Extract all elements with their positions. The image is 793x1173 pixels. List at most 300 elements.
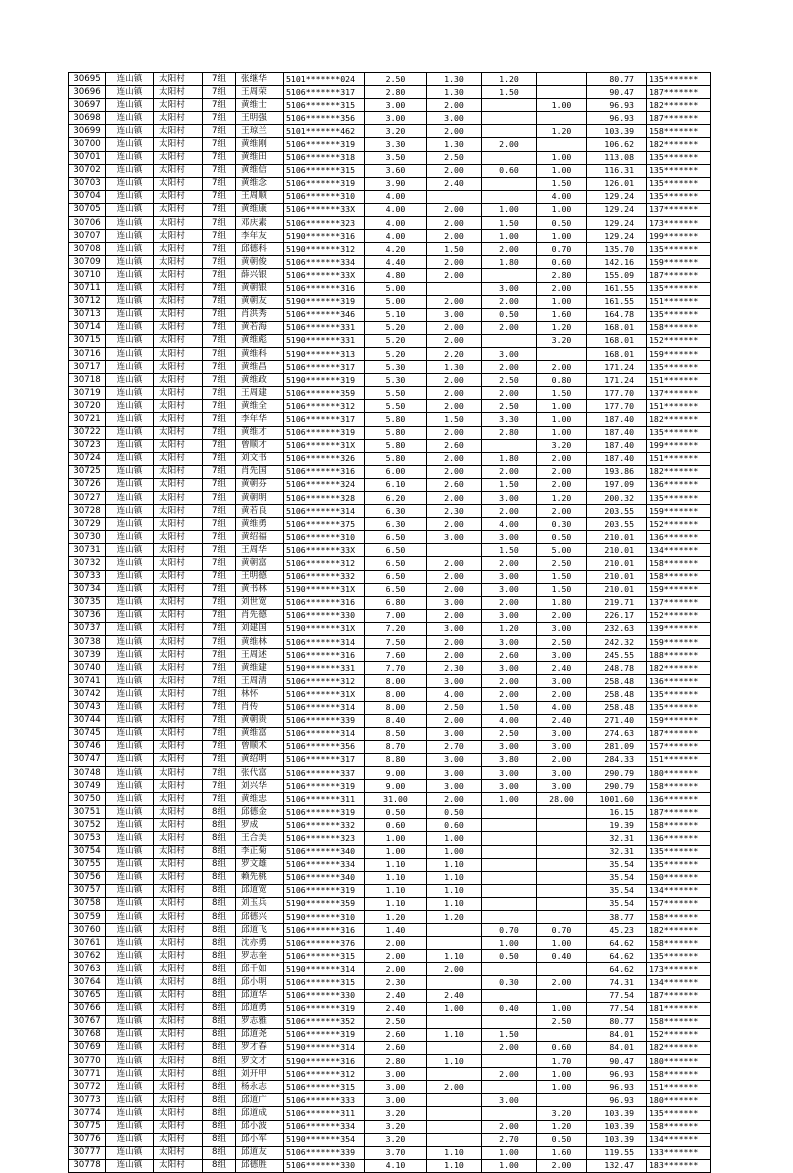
- cell-area-b: [482, 1055, 537, 1068]
- cell-group: 7组: [203, 138, 236, 151]
- cell-area-c: 1.00: [537, 230, 587, 243]
- cell-name: 刘开甲: [236, 1068, 284, 1081]
- cell-area-a: 2.00: [427, 256, 482, 269]
- cell-name: 邱德胜: [236, 1159, 284, 1172]
- cell-phone: 136*******: [647, 793, 711, 806]
- cell-area-c: [537, 897, 587, 910]
- cell-area-a: 2.60: [427, 439, 482, 452]
- cell-village: 太阳村: [154, 740, 203, 753]
- cell-area-total: 6.30: [365, 518, 427, 531]
- table-row: [69, 675, 711, 688]
- cell-name: 黄若海: [236, 321, 284, 334]
- table-row: [69, 203, 711, 216]
- cell-area-total: 2.00: [365, 950, 427, 963]
- cell-area-a: 3.00: [427, 753, 482, 766]
- cell-group: 7组: [203, 308, 236, 321]
- cell-group: 7组: [203, 217, 236, 230]
- cell-name: 张继华: [236, 73, 284, 86]
- table-row: [69, 740, 711, 753]
- table-row: [69, 361, 711, 374]
- cell-village: 太阳村: [154, 950, 203, 963]
- cell-village: 太阳村: [154, 334, 203, 347]
- cell-town: 连山镇: [106, 125, 154, 138]
- cell-phone: 150*******: [647, 871, 711, 884]
- cell-name: 刘建国: [236, 622, 284, 635]
- cell-area-a: 0.60: [427, 819, 482, 832]
- cell-serial-number: 30722: [69, 426, 106, 439]
- cell-area-c: 1.50: [537, 177, 587, 190]
- cell-area-a: 1.10: [427, 884, 482, 897]
- cell-town: 连山镇: [106, 557, 154, 570]
- cell-area-c: 0.30: [537, 518, 587, 531]
- cell-group: 7组: [203, 203, 236, 216]
- cell-area-c: 2.00: [537, 505, 587, 518]
- cell-town: 连山镇: [106, 1041, 154, 1054]
- cell-phone: 182*******: [647, 662, 711, 675]
- cell-phone: 159*******: [647, 505, 711, 518]
- cell-amount: 64.62: [587, 937, 647, 950]
- table-row: [69, 727, 711, 740]
- cell-area-b: [482, 963, 537, 976]
- table-row: [69, 99, 711, 112]
- cell-town: 连山镇: [106, 1146, 154, 1159]
- cell-serial-number: 30771: [69, 1068, 106, 1081]
- cell-serial-number: 30714: [69, 321, 106, 334]
- cell-town: 连山镇: [106, 858, 154, 871]
- cell-area-total: 3.00: [365, 112, 427, 125]
- cell-phone: 135*******: [647, 858, 711, 871]
- table-row: [69, 557, 711, 570]
- cell-amount: 200.32: [587, 492, 647, 505]
- cell-phone: 151*******: [647, 295, 711, 308]
- cell-group: 7组: [203, 295, 236, 308]
- cell-amount: 129.24: [587, 203, 647, 216]
- cell-area-total: 6.50: [365, 570, 427, 583]
- cell-area-a: [427, 937, 482, 950]
- cell-id-number: 5106*******315: [284, 976, 365, 989]
- cell-serial-number: 30735: [69, 596, 106, 609]
- cell-town: 连山镇: [106, 138, 154, 151]
- cell-id-number: 5106*******315: [284, 950, 365, 963]
- cell-village: 太阳村: [154, 151, 203, 164]
- cell-village: 太阳村: [154, 1002, 203, 1015]
- cell-town: 连山镇: [106, 86, 154, 99]
- table-row: [69, 636, 711, 649]
- cell-area-a: 2.00: [427, 649, 482, 662]
- cell-phone: 182*******: [647, 99, 711, 112]
- cell-id-number: 5190*******31X: [284, 622, 365, 635]
- cell-area-total: 1.10: [365, 884, 427, 897]
- cell-town: 连山镇: [106, 884, 154, 897]
- cell-area-total: 5.30: [365, 361, 427, 374]
- cell-town: 连山镇: [106, 1015, 154, 1028]
- cell-area-c: 2.00: [537, 753, 587, 766]
- cell-area-c: 2.50: [537, 557, 587, 570]
- cell-serial-number: 30755: [69, 858, 106, 871]
- cell-area-total: 2.80: [365, 1055, 427, 1068]
- cell-id-number: 5106*******311: [284, 1107, 365, 1120]
- cell-area-total: 1.20: [365, 911, 427, 924]
- cell-village: 太阳村: [154, 871, 203, 884]
- cell-village: 太阳村: [154, 295, 203, 308]
- cell-serial-number: 30753: [69, 832, 106, 845]
- table-row: [69, 701, 711, 714]
- cell-village: 太阳村: [154, 452, 203, 465]
- cell-group: 7组: [203, 544, 236, 557]
- cell-area-b: [482, 858, 537, 871]
- cell-id-number: 5106*******317: [284, 413, 365, 426]
- cell-amount: 258.48: [587, 675, 647, 688]
- cell-id-number: 5106*******312: [284, 557, 365, 570]
- cell-phone: 135*******: [647, 1107, 711, 1120]
- cell-area-total: 6.50: [365, 531, 427, 544]
- cell-name: 黄维全: [236, 400, 284, 413]
- cell-area-a: [427, 544, 482, 557]
- cell-town: 连山镇: [106, 1094, 154, 1107]
- cell-town: 连山镇: [106, 361, 154, 374]
- cell-amount: 210.01: [587, 557, 647, 570]
- cell-area-b: [482, 1015, 537, 1028]
- table-row: [69, 911, 711, 924]
- cell-town: 连山镇: [106, 609, 154, 622]
- cell-phone: 151*******: [647, 753, 711, 766]
- cell-amount: 248.78: [587, 662, 647, 675]
- cell-id-number: 5190*******316: [284, 230, 365, 243]
- cell-village: 太阳村: [154, 177, 203, 190]
- table-row: [69, 1081, 711, 1094]
- cell-area-total: 3.20: [365, 1120, 427, 1133]
- table-row: [69, 1094, 711, 1107]
- cell-phone: 199*******: [647, 230, 711, 243]
- cell-town: 连山镇: [106, 439, 154, 452]
- cell-area-total: 5.20: [365, 347, 427, 360]
- cell-id-number: 5190*******359: [284, 897, 365, 910]
- cell-serial-number: 30731: [69, 544, 106, 557]
- cell-area-a: 1.10: [427, 950, 482, 963]
- cell-town: 连山镇: [106, 544, 154, 557]
- cell-phone: 134*******: [647, 884, 711, 897]
- cell-village: 太阳村: [154, 622, 203, 635]
- cell-phone: 187*******: [647, 269, 711, 282]
- cell-area-b: 3.00: [482, 570, 537, 583]
- cell-amount: 132.47: [587, 1159, 647, 1172]
- cell-area-a: 1.10: [427, 1159, 482, 1172]
- cell-area-a: 2.00: [427, 321, 482, 334]
- cell-phone: 159*******: [647, 636, 711, 649]
- cell-area-b: 1.50: [482, 86, 537, 99]
- cell-area-c: 2.00: [537, 282, 587, 295]
- cell-serial-number: 30776: [69, 1133, 106, 1146]
- cell-id-number: 5106*******337: [284, 766, 365, 779]
- cell-area-c: 1.00: [537, 400, 587, 413]
- cell-id-number: 5106*******352: [284, 1015, 365, 1028]
- cell-area-a: 2.00: [427, 465, 482, 478]
- cell-id-number: 5106*******315: [284, 164, 365, 177]
- cell-area-c: 1.20: [537, 125, 587, 138]
- cell-area-a: 1.10: [427, 1146, 482, 1159]
- cell-serial-number: 30759: [69, 911, 106, 924]
- cell-area-c: 2.00: [537, 465, 587, 478]
- cell-area-total: 4.00: [365, 217, 427, 230]
- cell-amount: 203.55: [587, 505, 647, 518]
- cell-amount: 210.01: [587, 570, 647, 583]
- cell-area-b: 1.00: [482, 203, 537, 216]
- cell-amount: 80.77: [587, 1015, 647, 1028]
- cell-area-a: 2.00: [427, 230, 482, 243]
- cell-id-number: 5106*******323: [284, 832, 365, 845]
- cell-village: 太阳村: [154, 649, 203, 662]
- table-row: [69, 845, 711, 858]
- cell-village: 太阳村: [154, 806, 203, 819]
- cell-id-number: 5106*******334: [284, 1120, 365, 1133]
- cell-area-total: 3.00: [365, 99, 427, 112]
- cell-town: 连山镇: [106, 1120, 154, 1133]
- cell-group: 7组: [203, 400, 236, 413]
- cell-area-a: [427, 976, 482, 989]
- cell-town: 连山镇: [106, 177, 154, 190]
- cell-group: 8组: [203, 1068, 236, 1081]
- cell-id-number: 5106*******33X: [284, 203, 365, 216]
- cell-area-total: 31.00: [365, 793, 427, 806]
- cell-group: 7组: [203, 465, 236, 478]
- cell-phone: 158*******: [647, 557, 711, 570]
- cell-amount: 168.01: [587, 334, 647, 347]
- cell-name: 黄维田: [236, 151, 284, 164]
- cell-serial-number: 30757: [69, 884, 106, 897]
- cell-amount: 177.70: [587, 387, 647, 400]
- cell-area-total: 3.20: [365, 125, 427, 138]
- cell-id-number: 5106*******319: [284, 1002, 365, 1015]
- table-row: [69, 465, 711, 478]
- cell-phone: 135*******: [647, 426, 711, 439]
- cell-area-a: 1.50: [427, 243, 482, 256]
- table-row: [69, 112, 711, 125]
- cell-name: 邱道广: [236, 1094, 284, 1107]
- cell-area-b: 0.50: [482, 308, 537, 321]
- cell-name: 王琼兰: [236, 125, 284, 138]
- cell-area-b: 2.00: [482, 1041, 537, 1054]
- table-row: [69, 164, 711, 177]
- cell-name: 邱小军: [236, 1133, 284, 1146]
- cell-name: 张代富: [236, 766, 284, 779]
- cell-amount: 119.55: [587, 1146, 647, 1159]
- cell-area-b: 2.00: [482, 1120, 537, 1133]
- cell-area-a: [427, 1068, 482, 1081]
- cell-area-total: 1.40: [365, 924, 427, 937]
- cell-town: 连山镇: [106, 374, 154, 387]
- cell-town: 连山镇: [106, 989, 154, 1002]
- cell-name: 王周建: [236, 387, 284, 400]
- cell-town: 连山镇: [106, 413, 154, 426]
- cell-town: 连山镇: [106, 583, 154, 596]
- cell-town: 连山镇: [106, 282, 154, 295]
- cell-group: 7组: [203, 557, 236, 570]
- cell-name: 肖先德: [236, 609, 284, 622]
- cell-id-number: 5106*******31X: [284, 688, 365, 701]
- cell-village: 太阳村: [154, 1055, 203, 1068]
- cell-area-a: [427, 190, 482, 203]
- cell-amount: 103.39: [587, 1120, 647, 1133]
- cell-village: 太阳村: [154, 1120, 203, 1133]
- cell-amount: 232.63: [587, 622, 647, 635]
- table-row: [69, 897, 711, 910]
- cell-name: 罗志雅: [236, 1015, 284, 1028]
- cell-area-total: 6.50: [365, 557, 427, 570]
- cell-area-total: 1.10: [365, 858, 427, 871]
- cell-serial-number: 30728: [69, 505, 106, 518]
- cell-group: 7组: [203, 334, 236, 347]
- cell-id-number: 5106*******315: [284, 1081, 365, 1094]
- cell-group: 7组: [203, 387, 236, 400]
- table-row: [69, 1107, 711, 1120]
- cell-village: 太阳村: [154, 531, 203, 544]
- cell-group: 8组: [203, 1133, 236, 1146]
- cell-phone: 136*******: [647, 832, 711, 845]
- cell-name: 邱德科: [236, 243, 284, 256]
- cell-village: 太阳村: [154, 112, 203, 125]
- cell-group: 7组: [203, 361, 236, 374]
- table-row: [69, 924, 711, 937]
- cell-name: 王明德: [236, 570, 284, 583]
- cell-area-a: 2.00: [427, 269, 482, 282]
- cell-serial-number: 30700: [69, 138, 106, 151]
- cell-serial-number: 30774: [69, 1107, 106, 1120]
- cell-id-number: 5106*******316: [284, 282, 365, 295]
- cell-amount: 271.40: [587, 714, 647, 727]
- cell-village: 太阳村: [154, 1041, 203, 1054]
- cell-amount: 242.32: [587, 636, 647, 649]
- cell-town: 连山镇: [106, 845, 154, 858]
- cell-amount: 129.24: [587, 190, 647, 203]
- cell-area-total: 5.80: [365, 439, 427, 452]
- cell-name: 黄书林: [236, 583, 284, 596]
- cell-amount: 103.39: [587, 125, 647, 138]
- cell-area-a: [427, 924, 482, 937]
- cell-id-number: 5106*******312: [284, 675, 365, 688]
- cell-town: 连山镇: [106, 295, 154, 308]
- cell-serial-number: 30705: [69, 203, 106, 216]
- cell-id-number: 5106*******319: [284, 884, 365, 897]
- cell-area-c: 28.00: [537, 793, 587, 806]
- cell-name: 黄绍福: [236, 531, 284, 544]
- cell-village: 太阳村: [154, 989, 203, 1002]
- cell-area-total: 7.70: [365, 662, 427, 675]
- cell-town: 连山镇: [106, 570, 154, 583]
- cell-id-number: 5106*******312: [284, 400, 365, 413]
- cell-village: 太阳村: [154, 86, 203, 99]
- table-row: [69, 1068, 711, 1081]
- cell-serial-number: 30701: [69, 151, 106, 164]
- cell-name: 王周荣: [236, 86, 284, 99]
- cell-amount: 103.39: [587, 1133, 647, 1146]
- cell-id-number: 5106*******315: [284, 99, 365, 112]
- cell-group: 7组: [203, 714, 236, 727]
- cell-area-total: 4.00: [365, 190, 427, 203]
- cell-amount: 32.31: [587, 845, 647, 858]
- cell-area-total: 5.20: [365, 334, 427, 347]
- cell-town: 连山镇: [106, 976, 154, 989]
- cell-village: 太阳村: [154, 347, 203, 360]
- cell-area-c: 1.60: [537, 308, 587, 321]
- cell-area-c: 3.00: [537, 675, 587, 688]
- cell-area-b: [482, 897, 537, 910]
- cell-serial-number: 30764: [69, 976, 106, 989]
- cell-id-number: 5106*******314: [284, 701, 365, 714]
- cell-area-total: 7.20: [365, 622, 427, 635]
- cell-phone: 158*******: [647, 570, 711, 583]
- cell-area-a: [427, 1107, 482, 1120]
- cell-serial-number: 30772: [69, 1081, 106, 1094]
- cell-amount: 96.93: [587, 1068, 647, 1081]
- cell-area-a: 1.30: [427, 361, 482, 374]
- table-row: [69, 753, 711, 766]
- cell-area-total: 5.30: [365, 374, 427, 387]
- cell-group: 7组: [203, 177, 236, 190]
- cell-area-c: 1.00: [537, 426, 587, 439]
- cell-amount: 77.54: [587, 989, 647, 1002]
- cell-group: 7组: [203, 347, 236, 360]
- cell-area-total: 8.00: [365, 675, 427, 688]
- cell-town: 连山镇: [106, 897, 154, 910]
- cell-area-c: [537, 819, 587, 832]
- table-row: [69, 976, 711, 989]
- cell-area-total: 4.20: [365, 243, 427, 256]
- cell-id-number: 5190*******31X: [284, 583, 365, 596]
- cell-id-number: 5106*******318: [284, 151, 365, 164]
- cell-group: 8组: [203, 819, 236, 832]
- cell-area-total: 9.00: [365, 766, 427, 779]
- cell-serial-number: 30749: [69, 780, 106, 793]
- cell-village: 太阳村: [154, 269, 203, 282]
- cell-area-c: 1.00: [537, 99, 587, 112]
- cell-area-total: 6.50: [365, 544, 427, 557]
- cell-amount: 290.79: [587, 780, 647, 793]
- cell-group: 7组: [203, 518, 236, 531]
- cell-amount: 16.15: [587, 806, 647, 819]
- cell-amount: 35.54: [587, 858, 647, 871]
- cell-serial-number: 30704: [69, 190, 106, 203]
- cell-area-a: 3.00: [427, 112, 482, 125]
- cell-area-c: 1.20: [537, 321, 587, 334]
- cell-area-b: 3.00: [482, 766, 537, 779]
- cell-id-number: 5106*******356: [284, 112, 365, 125]
- cell-amount: 274.63: [587, 727, 647, 740]
- cell-phone: 151*******: [647, 1081, 711, 1094]
- cell-amount: 126.01: [587, 177, 647, 190]
- cell-area-b: 3.00: [482, 282, 537, 295]
- cell-area-a: 2.00: [427, 1081, 482, 1094]
- cell-phone: 158*******: [647, 1120, 711, 1133]
- cell-area-total: 8.70: [365, 740, 427, 753]
- cell-amount: 290.79: [587, 766, 647, 779]
- cell-name: 黄维忠: [236, 793, 284, 806]
- cell-area-a: 2.00: [427, 557, 482, 570]
- cell-group: 7组: [203, 583, 236, 596]
- cell-phone: 180*******: [647, 1094, 711, 1107]
- cell-phone: 188*******: [647, 649, 711, 662]
- cell-area-c: 2.80: [537, 269, 587, 282]
- cell-id-number: 5106*******334: [284, 256, 365, 269]
- cell-id-number: 5106*******312: [284, 1068, 365, 1081]
- cell-id-number: 5106*******317: [284, 753, 365, 766]
- cell-phone: 158*******: [647, 1015, 711, 1028]
- cell-group: 7组: [203, 478, 236, 491]
- cell-phone: 137*******: [647, 596, 711, 609]
- cell-name: 邱德兴: [236, 911, 284, 924]
- cell-amount: 258.48: [587, 701, 647, 714]
- cell-phone: 173*******: [647, 217, 711, 230]
- cell-area-a: 2.00: [427, 217, 482, 230]
